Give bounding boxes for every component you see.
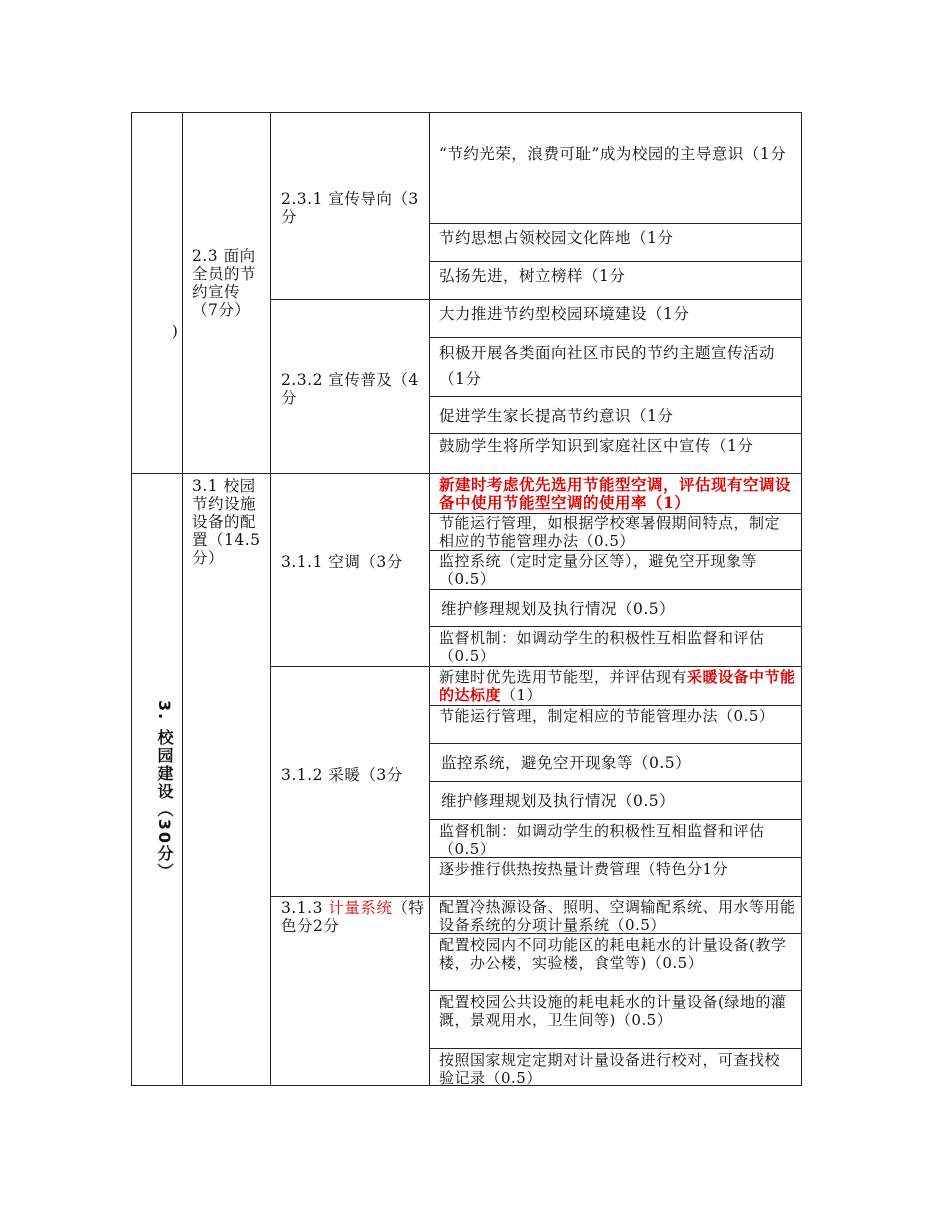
- level2-2-3-label: 2.3 面向全员的节约宣传（7分）: [192, 247, 257, 319]
- criterion-3-1-2-f: 逐步推行供热按热量计费管理（特色分1分: [439, 860, 729, 878]
- criterion-3-1-3-a: 配置冷热源设备、照明、空调输配系统、用水等用能设备系统的分项计量系统（0.5）: [439, 898, 796, 934]
- criterion-3-1-2-a-text: 新建时优先选用节能型，并评估现有: [439, 668, 688, 686]
- criterion-3-1-1-a: 新建时考虑优先选用节能型空调，评估现有空调设备中使用节能型空调的使用率（1）: [439, 475, 792, 512]
- row-divider: [270, 666, 802, 667]
- row-divider: [429, 550, 802, 551]
- row-divider: [429, 261, 802, 262]
- criterion-3-1-1-b: 节能运行管理，如根据学校寒暑假期间特点，制定相应的节能管理办法（0.5）: [439, 514, 781, 550]
- item-2-3-2-label: 2.3.2 宣传普及（4分: [281, 371, 419, 407]
- col-divider-2: [270, 112, 271, 1086]
- row-divider: [429, 223, 802, 224]
- criterion-2-3-1-b: 节约思想占领校园文化阵地（1分: [439, 229, 674, 247]
- criterion-3-1-3-b: 配置校园内不同功能区的耗电耗水的计量设备(教学楼，办公楼，实验楼，食堂等)（0.5）: [439, 936, 787, 972]
- col-divider-3: [429, 112, 430, 1086]
- criterion-3-1-1-e: 监督机制：如调动学生的积极性互相监督和评估（0.5）: [439, 629, 765, 665]
- col-divider-1: [182, 112, 183, 1086]
- criterion-2-3-1-a: “节约光荣，浪费可耻”成为校园的主导意识（1分: [439, 145, 787, 163]
- row-divider: [429, 589, 802, 590]
- row-divider: [429, 626, 802, 627]
- row-divider: [429, 396, 802, 397]
- section-3-label: 3. 校园建设（30分）: [155, 700, 174, 882]
- item-3-1-3-score: （特色分2分: [281, 899, 425, 935]
- criterion-3-1-3-c: 配置校园公共设施的耗电耗水的计量设备(绿地的灌溉，景观用水，卫生间等)（0.5）: [439, 993, 787, 1029]
- item-3-1-2-label: 3.1.2 采暖（3分: [281, 766, 403, 784]
- criterion-3-1-2-a-score: （1）: [501, 686, 543, 704]
- criterion-2-3-2-d: 鼓励学生将所学知识到家庭社区中宣传（1分: [439, 437, 754, 455]
- criterion-2-3-2-c: 促进学生家长提高节约意识（1分: [439, 407, 674, 425]
- criterion-3-1-2-a: [439, 668, 797, 704]
- level2-3-1-label: 3.1 校园节约设施设备的配置（14.5分）: [192, 477, 261, 567]
- section-divider: [131, 473, 802, 474]
- row-divider: [429, 743, 802, 744]
- criterion-3-1-3-d: 按照国家规定定期对计量设备进行校对，可查找校验记录（0.5）: [439, 1051, 781, 1087]
- item-3-1-3-label: [281, 899, 426, 935]
- item-3-1-1-label: 3.1.1 空调（3分: [281, 553, 403, 571]
- item-2-3-1-label: 2.3.1 宣传导向（3分: [281, 190, 419, 226]
- row-divider: [270, 896, 802, 897]
- criterion-3-1-1-d: 维护修理规划及执行情况（0.5）: [441, 600, 676, 618]
- criterion-3-1-2-d: 维护修理规划及执行情况（0.5）: [441, 792, 676, 810]
- row-divider: [429, 990, 802, 991]
- item-3-1-3-number: 3.1.3: [281, 899, 329, 917]
- criterion-2-3-2-b: 积极开展各类面向社区市民的节约主题宣传活动（1分: [439, 344, 776, 388]
- criterion-2-3-1-c: 弘扬先进，树立榜样（1分: [439, 267, 626, 285]
- criterion-3-1-2-e: 监督机制：如调动学生的积极性互相监督和评估（0.5）: [439, 822, 765, 858]
- criterion-3-1-2-a-highlight: 采暖设备中节能的达标度: [439, 668, 796, 704]
- row-divider: [429, 433, 802, 434]
- row-divider: [429, 781, 802, 782]
- item-3-1-3-title: 计量系统: [328, 899, 393, 917]
- criterion-3-1-2-b: 节能运行管理，制定相应的节能管理办法（0.5）: [439, 707, 775, 725]
- row-divider: [429, 705, 802, 706]
- bracket-mark: ): [172, 322, 178, 340]
- row-divider: [429, 337, 802, 338]
- criterion-3-1-2-c: 监控系统，避免空开现象等（0.5）: [441, 754, 692, 772]
- row-divider: [270, 299, 802, 300]
- row-divider: [429, 819, 802, 820]
- row-divider: [429, 1048, 802, 1049]
- criterion-2-3-2-a: 大力推进节约型校园环境建设（1分: [439, 305, 690, 323]
- criterion-3-1-1-c: 监控系统（定时定量分区等），避免空开现象等（0.5）: [439, 552, 758, 588]
